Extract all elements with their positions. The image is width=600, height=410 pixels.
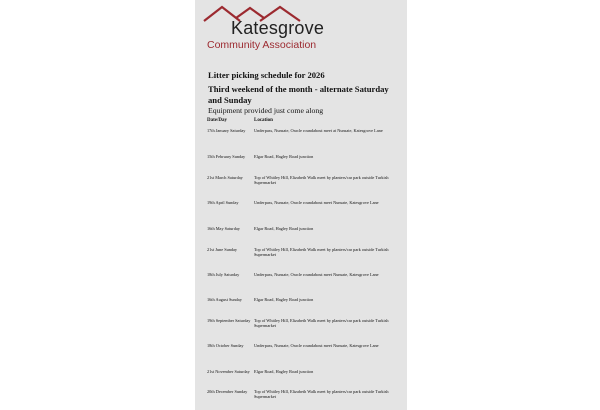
row-location: Top of Whitley Hill, Elizabeth Walk meet by planters/car park outside Turkish Supermarket (254, 318, 389, 329)
row-date: 16th August Sunday (207, 297, 242, 302)
row-date: 20th December Sunday (207, 389, 248, 394)
row-date: 15th February Sunday (207, 154, 246, 159)
row-location: Underpass, Nunsate, Oracle roundabout meet Nunsate, Katesgrove Lane (254, 343, 379, 348)
row-location: Top of Whitley Hill, Elizabeth Walk meet by planters/car park outside Turkish Supermarket (254, 247, 389, 258)
row-date: 21st June Sunday (207, 247, 238, 252)
row-location: Elgar Road, Hagley Road junction (254, 154, 314, 159)
row-date: 21st November Saturday (207, 369, 250, 374)
association-logo (195, 0, 407, 58)
equipment-note: Equipment provided just come along (208, 106, 324, 115)
date-column-header: Date/Day (207, 118, 227, 123)
row-date: 16th May Saturday (207, 226, 240, 231)
row-location: Underpass, Nunsate, Oracle roundabout meet Nunsate, Katesgrove Lane (254, 272, 379, 277)
row-date: 21st March Saturday (207, 175, 243, 180)
row-date: 17th January Saturday (207, 128, 246, 133)
row-location: Elgar Road, Hagley Road junction (254, 369, 314, 374)
location-column-header: Location (254, 118, 273, 123)
schedule-document (195, 0, 407, 410)
row-date: 19th September Saturday (207, 318, 251, 323)
row-location: Top of Whitley Hill, Elizabeth Walk meet by planters/car park outside Turkish Supermarket (254, 389, 389, 400)
row-date: 18th October Sunday (207, 343, 244, 348)
row-date: 19th April Sunday (207, 200, 239, 205)
row-location: Underpass, Nunsate, Oracle roundabout meet at Nunsate, Katesgrove Lane (254, 128, 383, 133)
row-location: Elgar Road, Hagley Road junction (254, 226, 314, 231)
row-date: 18th July Saturday (207, 272, 240, 277)
row-location: Elgar Road, Hagley Road junction (254, 297, 314, 302)
logo-subtitle: Community Association (207, 39, 317, 51)
row-location: Underpass, Nunsate, Oracle roundabout meet Nunsate, Katesgrove Lane (254, 200, 379, 205)
schedule-subtitle: Third weekend of the month - alternate Saturday and Sunday (208, 84, 389, 105)
row-location: Top of Whitley Hill, Elizabeth Walk meet by planters/car park outside Turkish Supermarket (254, 175, 389, 186)
logo-title: Katesgrove (231, 18, 325, 38)
schedule-title: Litter picking schedule for 2026 (208, 70, 325, 80)
